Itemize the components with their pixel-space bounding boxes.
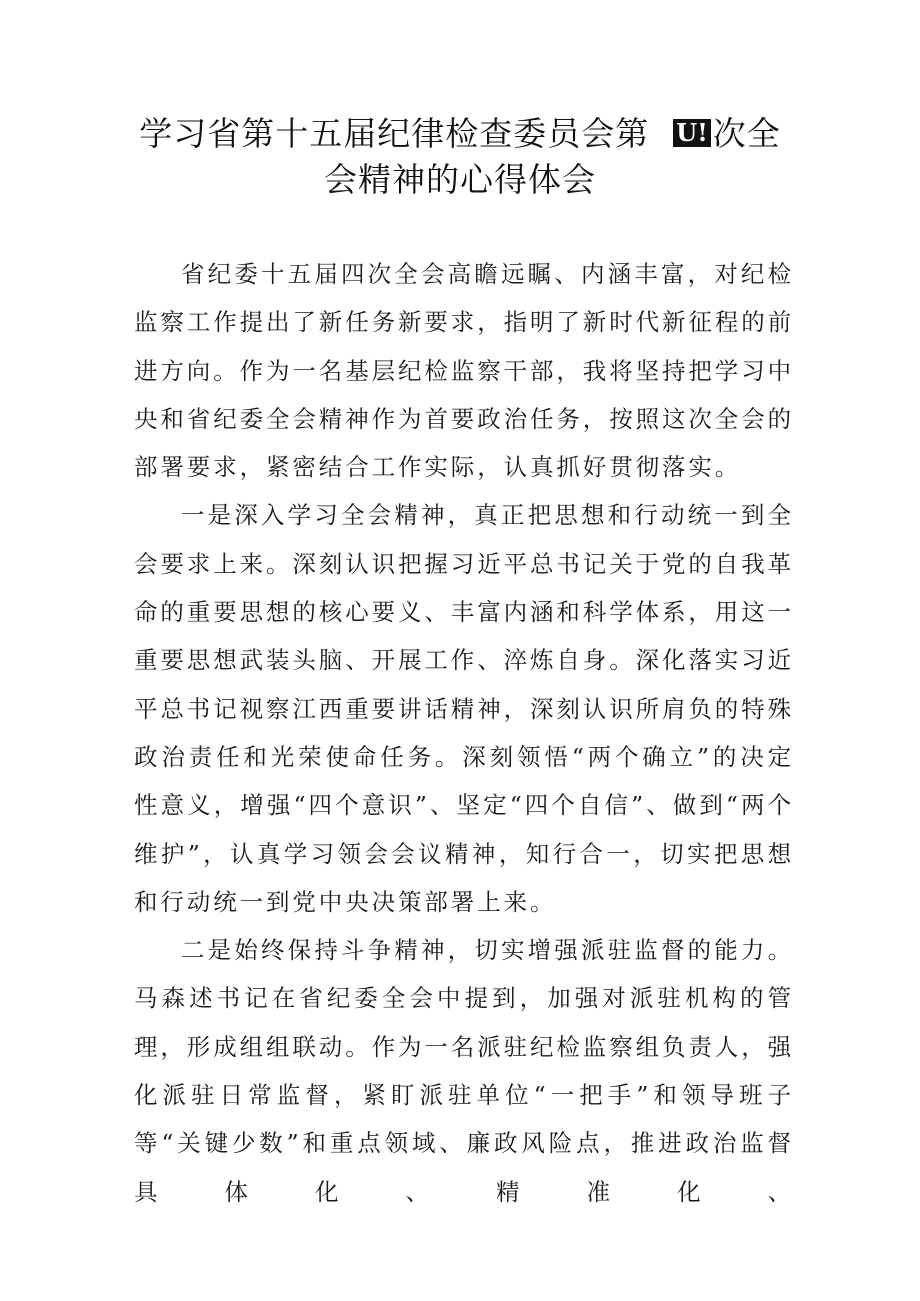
paragraph-point-two: 二是始终保持斗争精神，切实增强派驻监督的能力。马森述书记在省纪委全会中提到，加强对派驻机构的管理，形成组组联动。作为一名派驻纪检监察组负责人，强化派驻日常监督，紧盯派驻单位“一把手”和领导班子等“关键少数”和重点领域、廉政风险点，推进政治监督具体化、精准化、 <box>134 936 794 1206</box>
paragraph-point-one: 一是深入学习全会精神，真正把思想和行动统一到全会要求上来。深刻认识把握习近平总书记关于党的自我革命的重要思想的核心要义、丰富内涵和科学体系，用这一重要思想武装头脑、开展工作、淬炼自身。深化落实习近平总书记视察江西重要讲话精神，深刻认识所肩负的特殊政治责任和光荣使命任务。深刻领悟“两个确立”的决定性意义，增强“四个意识”、坚定“四个自信”、做到“两个维护”，认真学习领会会议精神，知行合一，切实把思想和行动统一到党中央决策部署上来。 <box>134 501 794 916</box>
document-body <box>134 250 794 1216</box>
paragraph-intro: 省纪委十五届四次全会高瞻远瞩、内涵丰富，对纪检监察工作提出了新任务新要求，指明了新时代新征程的前进方向。作为一名基层纪检监察干部，我将坚持把学习中央和省纪委全会精神作为首要政治任务，按照这次全会的部署要求，紧密结合工作实际，认真抓好贯彻落实。 <box>134 260 794 482</box>
document-title-line-1 <box>120 108 800 155</box>
title-artifact-badge: U! <box>673 119 710 147</box>
title-text-end: 次全 <box>712 114 781 153</box>
title-text-start: 学习省第十五届纪律检查委员会第 <box>139 114 650 153</box>
document-title-line-2: 会精神的心得体会 <box>324 160 596 199</box>
